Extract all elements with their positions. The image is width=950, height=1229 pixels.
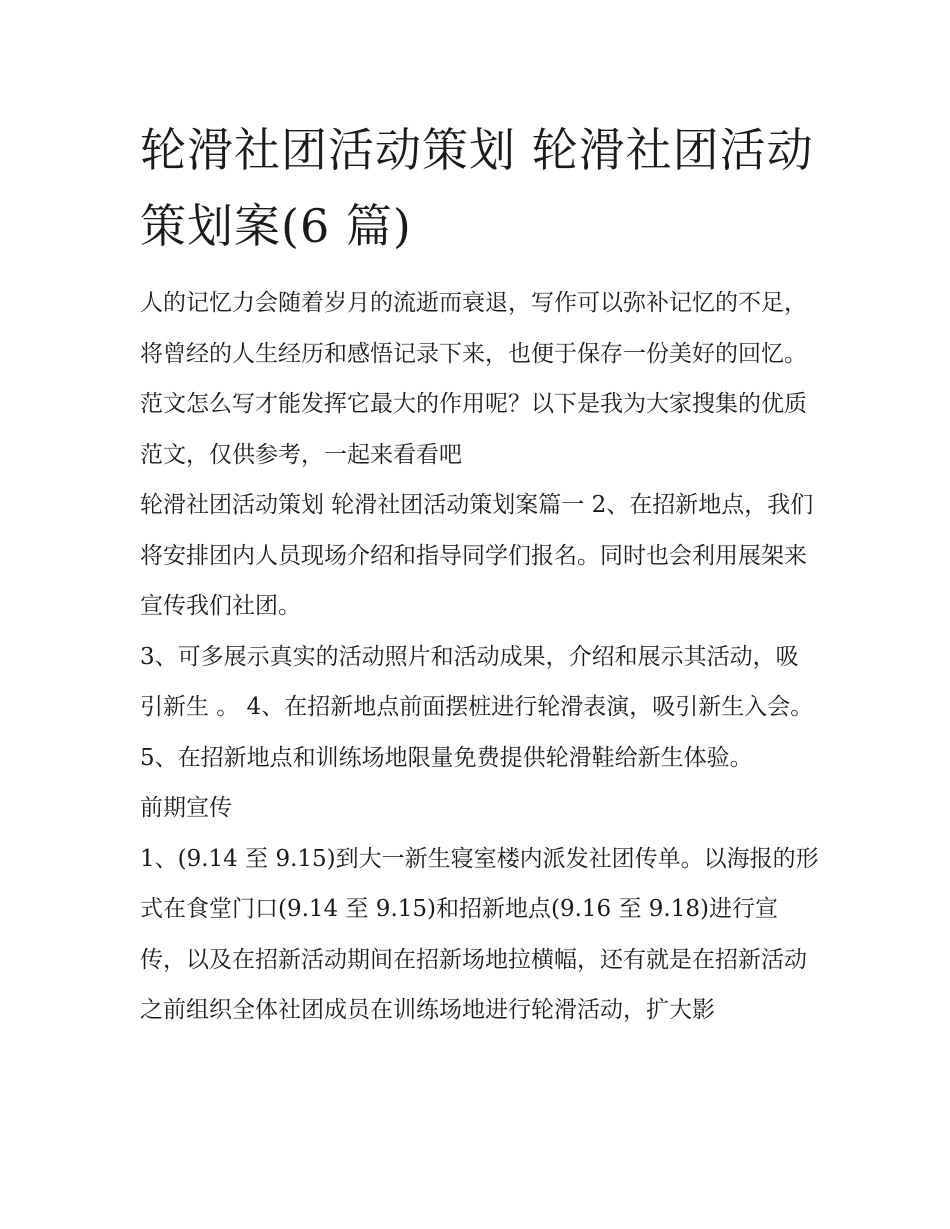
- document-title: 轮滑社团活动策划 轮滑社团活动策划案(6 篇): [140, 123, 814, 253]
- intro-paragraph: 人的记忆力会随着岁月的流逝而衰退，写作可以弥补记忆的不足，将曾经的人生经历和感悟记录下来，也便于保存一份美好的回忆。范文怎么写才能发挥它最大的作用呢？以下是我为大家搜集的优质范文，仅供参考，一起来看看吧: [140, 290, 807, 468]
- section-paragraph-1: 轮滑社团活动策划 轮滑社团活动策划案篇一 2、在招新地点，我们将安排团内人员现场介绍和指导同学们报名。同时也会利用展架来宣传我们社团。: [140, 492, 814, 619]
- section-heading: 前期宣传: [140, 795, 232, 821]
- section-paragraph-3: 5、在招新地点和训练场地限量免费提供轮滑鞋给新生体验。: [140, 744, 753, 771]
- document-content: [140, 112, 820, 1036]
- section-paragraph-2: 3、可多展示真实的活动照片和活动成果，介绍和展示其活动，吸引新生 。 4、在招新地点前面摆桩进行轮滑表演，吸引新生入会。: [140, 643, 814, 720]
- section-paragraph-4: 1、(9.14 至 9.15)到大一新生寝室楼内派发社团传单。以海报的形式在食堂门口(9.14 至 9.15)和招新地点(9.16 至 9.18)进行宣传，以及在招新活动期间在招新场地拉横幅，还有就是在招新活动之前组织全体社团成员在训练场地进行轮滑活动，扩大影: [140, 845, 819, 1023]
